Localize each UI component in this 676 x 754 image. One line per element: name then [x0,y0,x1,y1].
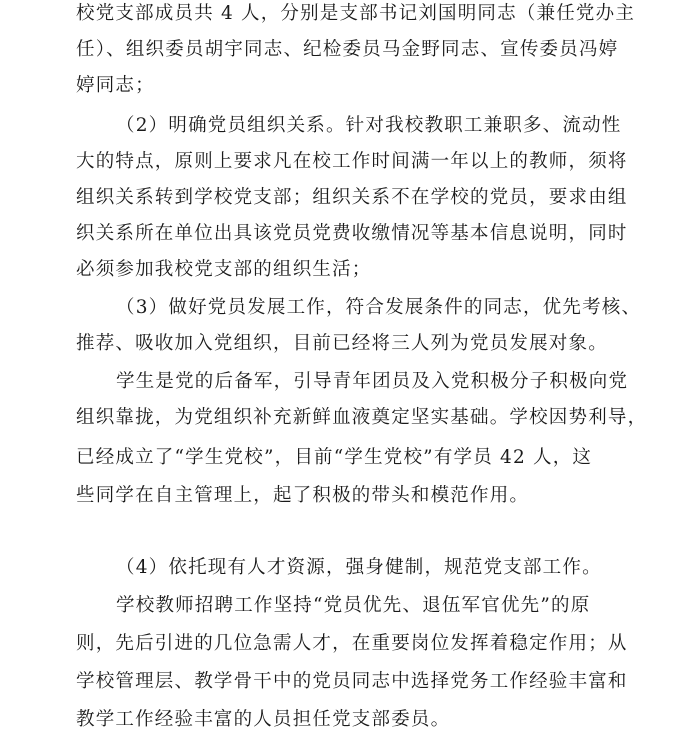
text-line-10: 推荐、吸收加入党组织，目前已经将三人列为党员发展对象。 [76,333,608,354]
text-line-6: 组织关系转到学校党支部；组织关系不在学校的党员，要求由组 [76,187,628,208]
text-line-4: （2）明确党员组织关系。针对我校教职工兼职多、流动性 [116,115,622,136]
text-line-7: 织关系所在单位出具该党员党费收缴情况等基本信息说明，同时 [76,223,628,244]
text-line-8: 必须参加我校党支部的组织生活； [76,259,372,280]
text-line-15: （4）依托现有人才资源，强身健制，规范党支部工作。 [116,557,602,578]
text-line-17: 则，先后引进的几位急需人才，在重要岗位发挥着稳定作用；从 [76,633,628,654]
text-line-16: 学校教师招聘工作坚持“党员优先、退伍军官优先”的原 [116,595,591,616]
text-line-2: 任）、组织委员胡宇同志、纪检委员马金野同志、宣传委员冯婷 [76,39,619,60]
text-line-19: 教学工作经验丰富的人员担任党支部委员。 [76,709,451,730]
text-line-9: （3）做好党员发展工作，符合发展条件的同志，优先考核、 [116,297,642,318]
text-line-18: 学校管理层、教学骨干中的党员同志中选择党务工作经验丰富和 [76,671,628,692]
text-line-13: 已经成立了“学生党校”，目前“学生党校”有学员 42 人，这 [76,447,593,468]
text-line-11: 学生是党的后备军，引导青年团员及入党积极分子积极向党 [116,371,629,392]
text-line-12: 组织靠拢，为党组织补充新鲜血液奠定坚实基础。学校因势利导， [76,407,648,428]
text-line-14: 些同学在自主管理上，起了积极的带头和模范作用。 [76,485,530,506]
text-line-3: 婷同志； [76,75,155,96]
text-line-5: 大的特点，原则上要求凡在校工作时间满一年以上的教师，须将 [76,151,628,172]
text-line-1: 校党支部成员共 4 人，分别是支部书记刘国明同志（兼任党办主 [76,3,636,24]
